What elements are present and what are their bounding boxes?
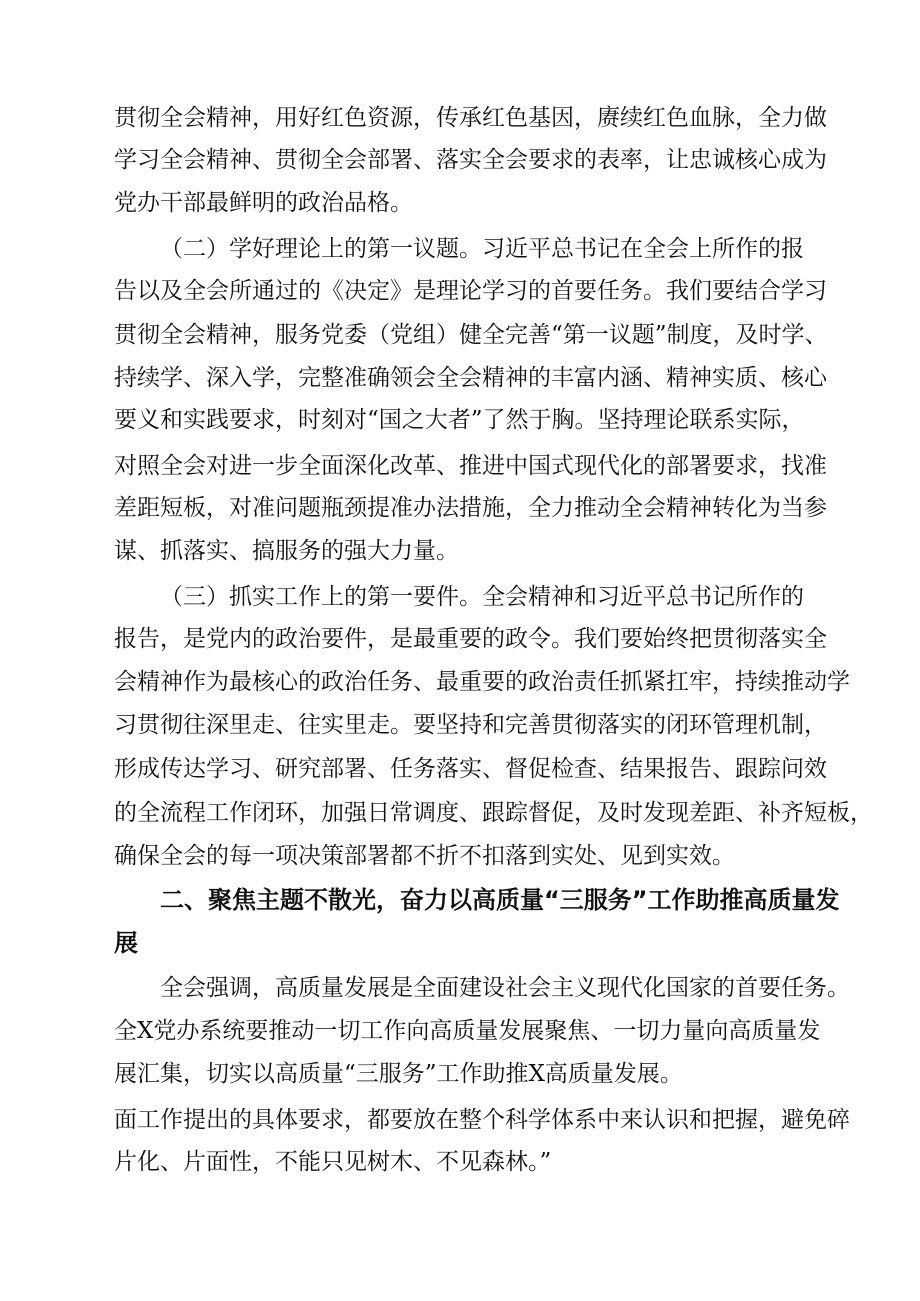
text-line: 差距短板，对准问题瓶颈提准办法措施，全力推动全会精神转化为当参	[114, 495, 827, 521]
text-line: 面工作提出的具体要求，都要放在整个科学体系中来认识和把握，避免碎	[114, 1107, 850, 1133]
text-line: 形成传达学习、研究部署、任务落实、督促检查、结果报告、跟踪问效	[114, 756, 827, 782]
text-line: 贯彻全会精神，服务党委（党组）健全完善“第一议题”制度，及时学、	[114, 322, 828, 348]
text-line: 确保全会的每一项决策部署都不折不扣落到实处、见到实效。	[114, 843, 735, 869]
text-line: 贯彻全会精神，用好红色资源，传承红色基因，赓续红色血脉，全力做	[114, 105, 827, 131]
text-line: 告以及全会所通过的《决定》是理论学习的首要任务。我们要结合学习	[114, 278, 827, 304]
text-line: 党办干部最鲜明的政治品格。	[114, 190, 413, 216]
paragraph-heading-line: （三）抓实工作上的第一要件。全会精神和习近平总书记所作的	[160, 584, 804, 610]
paragraph-heading-line: （二）学好理论上的第一议题。习近平总书记在全会上所作的报	[160, 236, 804, 262]
text-line: 学习全会精神、贯彻全会部署、落实全会要求的表率，让忠诚核心成为	[114, 147, 827, 173]
section-heading: 二、聚焦主题不散光，奋力以高质量“三服务”工作助推高质量发	[160, 886, 840, 914]
section-heading-continued: 展	[114, 929, 138, 957]
text-line: 的全流程工作闭环，加强日常调度、跟踪督促，及时发现差距、补齐短板，	[114, 800, 873, 826]
text-line: 对照全会对进一步全面深化改革、推进中国式现代化的部署要求，找准	[114, 453, 827, 479]
text-line: 要义和实践要求，时刻对“国之大者”了然于胸。坚持理论联系实际，	[114, 407, 805, 433]
text-line: 报告，是党内的政治要件，是最重要的政令。我们要始终把贯彻落实全	[114, 626, 827, 652]
text-line: 全X党办系统要推动一切工作向高质量发展聚焦、一切力量向高质量发	[114, 1018, 821, 1044]
text-line: 片化、片面性，不能只见树木、不见森林。”	[114, 1149, 552, 1175]
text-line: 全会强调，高质量发展是全面建设社会主义现代化国家的首要任务。	[160, 975, 850, 1001]
text-line: 习贯彻往深里走、往实里走。要坚持和完善贯彻落实的闭环管理机制，	[114, 712, 827, 738]
text-line: 会精神作为最核心的政治任务、最重要的政治责任抓紧扛牢，持续推动学	[114, 669, 850, 695]
text-line: 谋、抓落实、搞服务的强大力量。	[114, 538, 459, 564]
text-line: 持续学、深入学，完整准确领会全会精神的丰富内涵、精神实质、核心	[114, 365, 827, 391]
text-line: 展汇集，切实以高质量“三服务”工作助推X高质量发展。	[114, 1061, 683, 1087]
